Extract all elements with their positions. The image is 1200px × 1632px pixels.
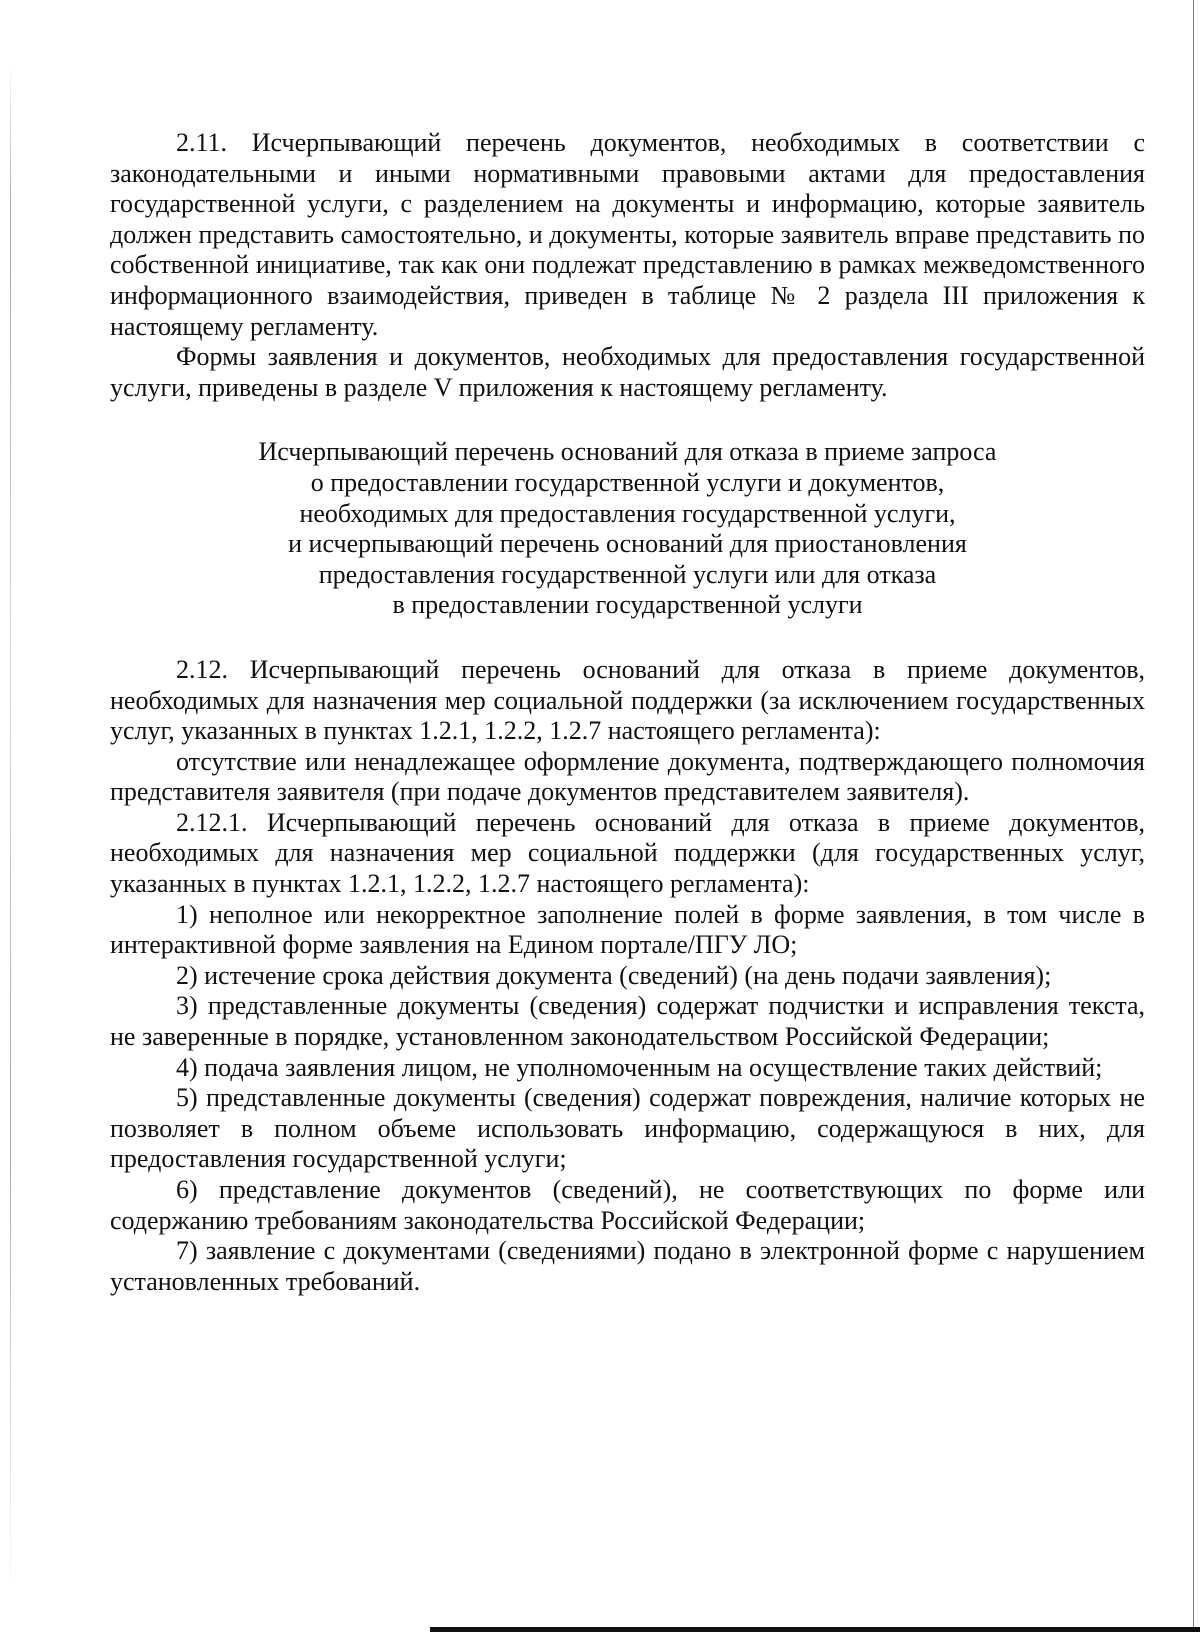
heading-line-3: необходимых для предоставления государственной услуги, [299,498,956,528]
paragraph-forms: Формы заявления и документов, необходимых для предоставления государственной услуги, приведены в разделе V приложения к настоящему регламенту. [110,342,1145,402]
list-item: 4) подача заявления лицом, не уполномоченным на осуществление таких действий; [176,1052,1103,1082]
list-item: 6) представление документов (сведений), не соответствующих по форме или содержанию требованиям законодательства Российской Федерации; [110,1175,1145,1235]
scan-edge-left [10,60,11,1600]
paragraph-2-11: 2.11. Исчерпывающий перечень документов, необходимых в соответствии с законодательными и иными нормативными правовыми актами для предоставления государственной услуги, с разделением на документы и информацию, которые заявитель должен представить самостоятельно, и документы, которые заявитель вправе представить по собственной инициативе, так как они подлежат представлению в рамках межведомственного информационного взаимодействия, приведен в таблице № 2 раздела III приложения к настоящему регламенту. [110,128,1145,341]
section-heading [110,437,1145,621]
paragraph-2-12-1: 2.12.1. Исчерпывающий перечень оснований для отказа в приеме документов, необходимых для назначения мер социальной поддержки (для государственных услуг, указанных в пунктах 1.2.1, 1.2.2, 1.2.7 настоящего регламента): [110,807,1145,899]
heading-line-1: Исчерпывающий перечень оснований для отказа в приеме запроса [258,437,997,467]
paragraph-2-12-reason: отсутствие или ненадлежащее оформление документа, подтверждающего полномочия представителя заявителя (при подаче документов представителем заявителя). [110,746,1145,807]
paragraph-2-12: 2.12. Исчерпывающий перечень оснований для отказа в приеме документов, необходимых для назначения мер социальной поддержки (за исключением государственных услуг, указанных в пунктах 1.2.1, 1.2.2, 1.2.7 настоящего регламента): [110,654,1145,746]
list-item: 5) представленные документы (сведения) содержат повреждения, наличие которых не позволяет в полном объеме использовать информацию, содержащуюся в них, для предоставления государственной услуги; [110,1083,1145,1174]
heading-line-5: предоставления государственной услуги или для отказа [318,559,937,589]
heading-line-6: в предоставлении государственной услуги [392,590,863,620]
list-item: 7) заявление с документами (сведениями) подано в электронной форме с нарушением установленных требований. [110,1236,1145,1296]
scan-edge-bottom [430,1627,1200,1632]
document-body [110,128,1145,1297]
heading-line-4: и исчерпывающий перечень оснований для приостановления [288,529,967,559]
list-item: 1) неполное или некорректное заполнение полей в форме заявления, в том числе в интерактивной форме заявления на Едином портале/ПГУ ЛО; [110,899,1145,960]
list-item: 2) истечение срока действия документа (сведений) (на день подачи заявления); [176,960,1052,990]
heading-line-2: о предоставлении государственной услуги и документов, [310,467,945,497]
scan-edge-right [1193,0,1194,1632]
list-item: 3) представленные документы (сведения) содержат подчистки и исправления текста, не заверенные в порядке, установленном законодательством Российской Федерации; [110,991,1145,1052]
